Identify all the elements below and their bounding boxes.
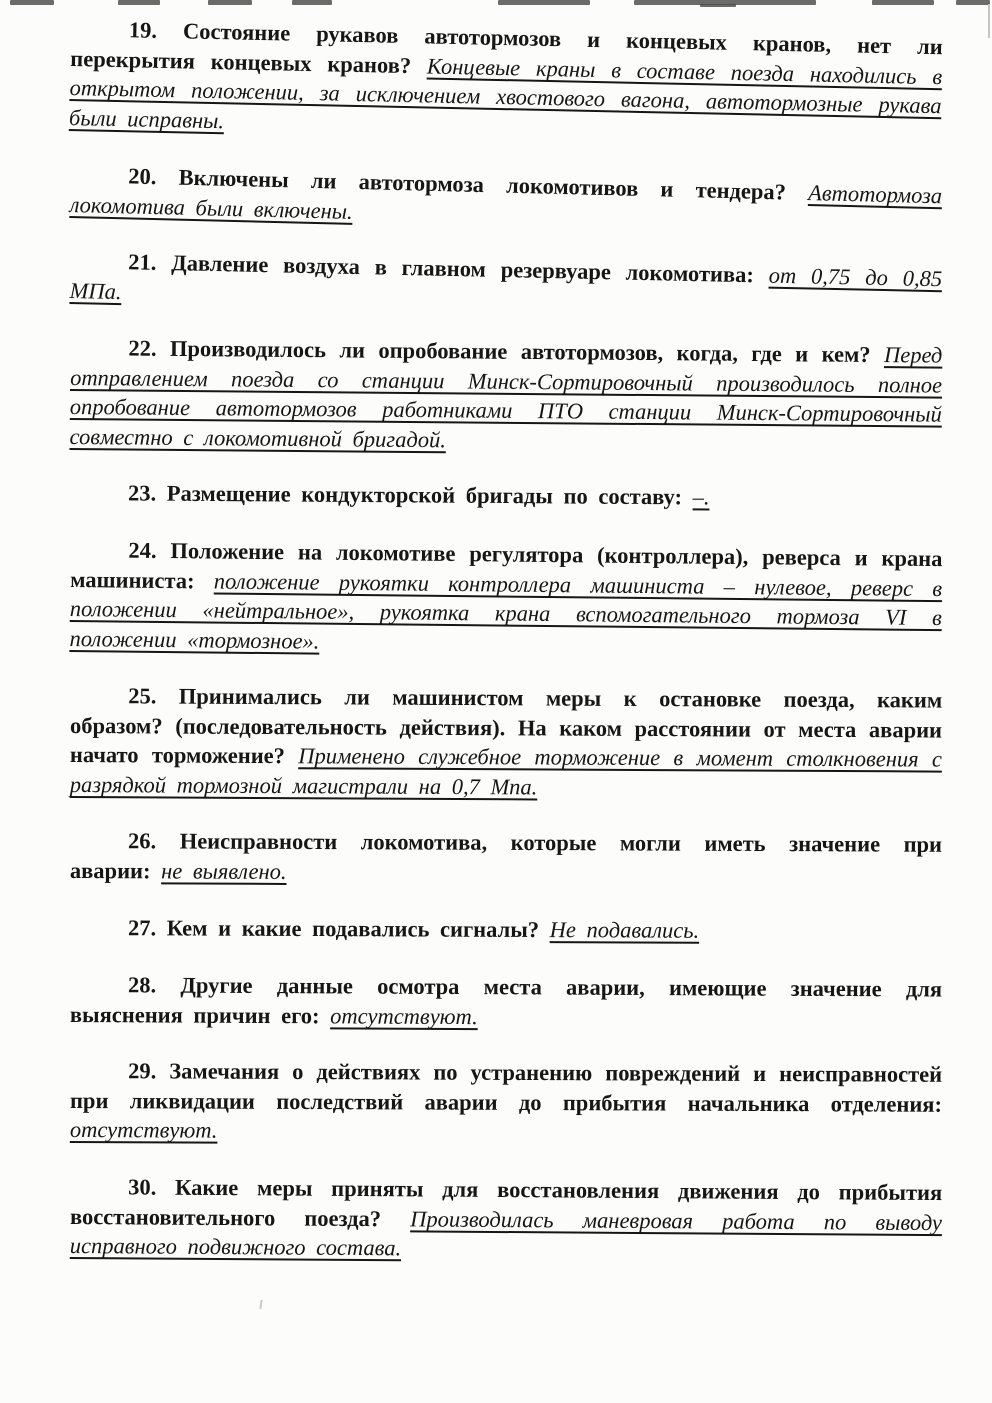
item-question: Размещение кондукторской бригады по составу: <box>166 480 683 510</box>
form-item-20 <box>69 160 942 241</box>
item-answer: от 0,75 до 0,85 МПа. <box>69 262 943 304</box>
form-item-23 <box>70 478 942 514</box>
item-number: 20. <box>128 163 157 189</box>
item-question: Другие данные осмотра места аварии, имеющие значение для выяснения причин его: <box>69 972 943 1028</box>
item-answer: Производилась маневровая работа по выводу исправного подвижного состава. <box>69 1206 943 1261</box>
item-number: 29. <box>128 1058 157 1084</box>
item-answer: Автотормоза локомотива были включены. <box>69 179 943 224</box>
item-question: Давление воздуха в главном резервуаре локомотива: <box>171 250 755 288</box>
item-number: 22. <box>128 335 157 361</box>
item-number: 23. <box>127 480 157 506</box>
item-number: 21. <box>128 249 157 275</box>
item-number: 19. <box>128 17 158 43</box>
item-question: Положение на локомотиве регулятора (контроллера), реверса и крана машиниста: <box>70 537 943 593</box>
form-item-29 <box>70 1056 942 1149</box>
item-answer: Концевые краны в составе поезда находились в открытом положении, за исключением хвостового вагона, автотормозные рукава были исправны. <box>68 53 943 134</box>
scan-speck <box>259 1300 262 1309</box>
item-answer: Применено служебное торможение в момент столкновения с разрядкой тормозной магистрали на 0,7 Мпа. <box>69 743 942 800</box>
document-body <box>70 14 942 1288</box>
item-answer: –. <box>692 484 710 510</box>
item-number: 24. <box>128 537 157 563</box>
item-question: Кем и какие подавались сигналы? <box>166 915 540 942</box>
form-item-24 <box>69 535 942 663</box>
item-answer: Перед отправлением поезда со станции Минск-Сортировочный производилось полное опробование автотормозов работниками ПТО станции Минск-Сортировочный совместно с локомотивной бригадой. <box>69 341 943 452</box>
form-item-25 <box>70 681 943 804</box>
form-item-22 <box>69 333 942 459</box>
item-question: Неисправности локомотива, которые могли иметь значение при аварии: <box>69 828 943 884</box>
item-answer: не выявлено. <box>161 858 287 885</box>
item-answer: отсутствуют. <box>330 1002 478 1029</box>
item-answer: положение рукоятки контроллера машиниста – нулевое, реверс в положении «нейтральное», рукоятка крана вспомогательного тормоза VI в положении «тормозное». <box>69 568 943 654</box>
form-item-21 <box>69 246 942 324</box>
item-question: Принимались ли машинистом меры к остановке поезда, каким образом? (последовательность действия). На каком расстоянии от места аварии начато торможение? <box>69 683 943 769</box>
item-answer: отсутствуют. <box>69 1117 218 1143</box>
item-question: Состояние рукавов автотормозов и концевых кранов, нет ли перекрытия концевых кранов? <box>70 18 944 78</box>
scan-edge-shadow <box>988 4 990 38</box>
form-item-27 <box>70 913 942 946</box>
item-number: 27. <box>127 915 157 941</box>
item-question: Замечания о действиях по устранению повреждений и неисправностей при ликвидации последствий аварии до прибытия начальника отделения: <box>69 1058 943 1117</box>
item-answer: Не подавались. <box>549 916 700 943</box>
item-number: 26. <box>128 828 157 854</box>
form-item-26 <box>70 826 942 889</box>
item-number: 30. <box>128 1174 157 1200</box>
item-number: 28. <box>128 971 157 997</box>
item-question: Включены ли автотормоза локомотивов и тендера? <box>178 164 787 205</box>
form-item-28 <box>70 970 942 1034</box>
item-number: 25. <box>128 682 157 709</box>
form-item-30 <box>70 1172 943 1267</box>
form-item-19 <box>69 14 943 151</box>
item-question: Какие меры приняты для восстановления движения до прибытия восстановительного поезда? <box>69 1174 943 1231</box>
item-question: Производилось ли опробование автотормозов, когда, где и кем? <box>169 335 871 367</box>
